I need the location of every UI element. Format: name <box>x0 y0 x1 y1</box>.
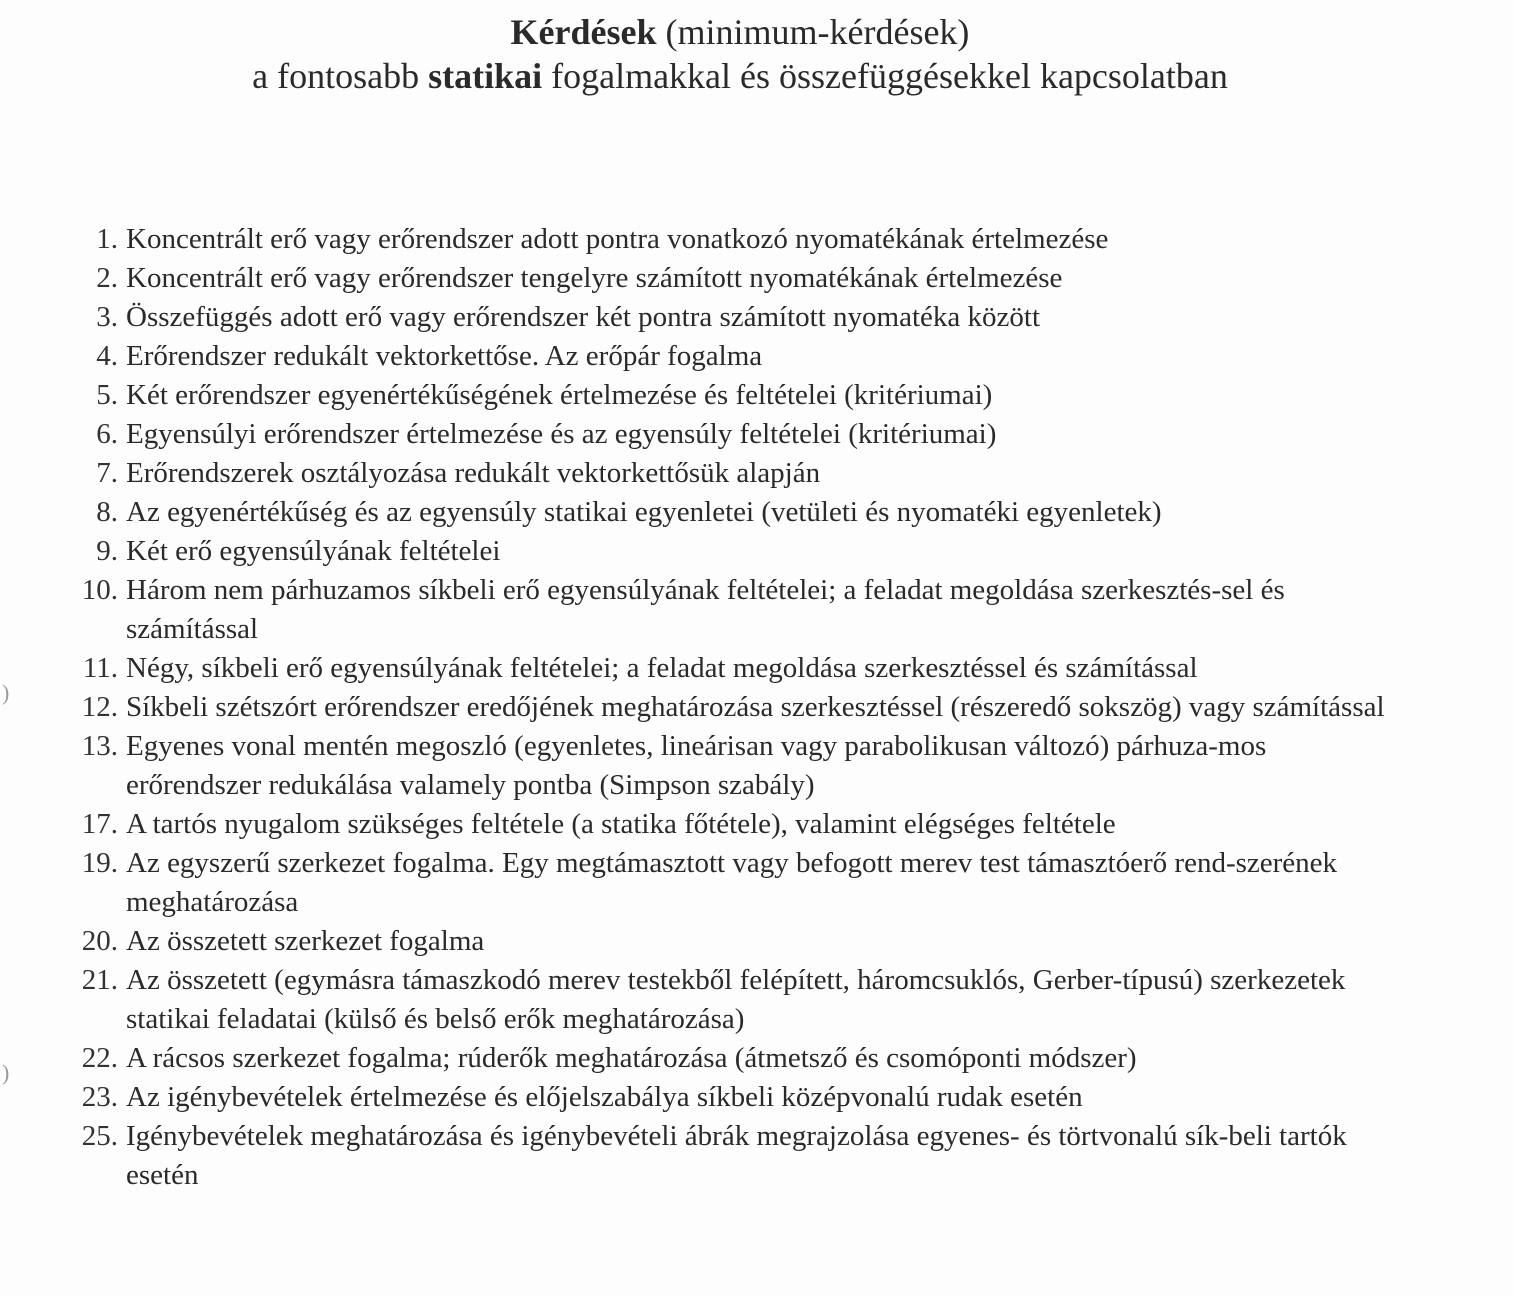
list-item <box>40 532 1440 571</box>
question-number: 20. <box>81 925 118 957</box>
question-text: Koncentrált erő vagy erőrendszer adott pontra vonatkozó nyomatékának értelmezése <box>126 223 1109 255</box>
question-number: 9. <box>96 535 118 567</box>
question-text: Síkbeli szétszórt erőrendszer eredőjének meghatározása szerkesztéssel (részeredő sokszög) vagy számítással <box>126 691 1385 723</box>
question-text: Az összetett szerkezet fogalma <box>126 925 485 957</box>
question-number: 6. <box>96 418 118 450</box>
scan-mark: ) <box>2 680 10 705</box>
question-number: 13. <box>81 730 118 762</box>
question-text: Erőrendszer redukált vektorkettőse. Az erőpár fogalma <box>126 340 763 372</box>
list-item <box>40 649 1440 688</box>
question-text: Összefüggés adott erő vagy erőrendszer két pontra számított nyomatéka között <box>126 301 1040 333</box>
list-item <box>40 298 1440 337</box>
question-number: 1. <box>96 223 118 255</box>
question-text: Négy, síkbeli erő egyensúlyának feltételei; a feladat megoldása szerkesztéssel és számítással <box>126 652 1198 684</box>
list-item <box>40 922 1440 961</box>
question-number: 12. <box>81 691 118 723</box>
question-number: 2. <box>96 262 118 294</box>
page-subtitle <box>0 54 1480 98</box>
question-text: Két erő egyensúlyának feltételei <box>126 535 501 567</box>
question-number: 3. <box>96 301 118 333</box>
question-number: 5. <box>96 379 118 411</box>
question-text: Három nem párhuzamos síkbeli erő egyensúlyának feltételei; a feladat megoldása szerkesztés-sel és számítással <box>126 574 1285 645</box>
list-item <box>40 727 1440 805</box>
subtitle-bold: statikai <box>428 56 543 96</box>
list-item <box>40 337 1440 376</box>
question-number: 25. <box>81 1120 118 1152</box>
question-text: Erőrendszerek osztályozása redukált vektorkettősük alapján <box>126 457 821 489</box>
list-item <box>40 415 1440 454</box>
question-text: Az összetett (egymásra támaszkodó merev testekből felépített, háromcsuklós, Gerber-típusú) szerkezetek statikai feladatai (külső és belső erők meghatározása) <box>126 964 1346 1035</box>
question-number: 10. <box>81 574 118 606</box>
question-number: 22. <box>81 1042 118 1074</box>
scan-mark: ) <box>2 1060 10 1085</box>
list-item <box>40 1039 1440 1078</box>
question-text: A tartós nyugalom szükséges feltétele (a statika főtétele), valamint elégséges feltétele <box>126 808 1116 840</box>
list-item <box>40 805 1440 844</box>
question-number: 19. <box>81 847 118 879</box>
list-item <box>40 961 1440 1039</box>
question-number: 11. <box>82 652 118 684</box>
question-text: Az egyszerű szerkezet fogalma. Egy megtámasztott vagy befogott merev test támasztóerő rend-szerének meghatározása <box>126 847 1338 918</box>
question-text: Két erőrendszer egyenértékűségének értelmezése és feltételei (kritériumai) <box>126 379 993 411</box>
question-text: A rácsos szerkezet fogalma; rúderők meghatározása (átmetsző és csomóponti módszer) <box>126 1042 1137 1074</box>
question-number: 8. <box>96 496 118 528</box>
question-number: 17. <box>81 808 118 840</box>
subtitle-pre: a fontosabb <box>252 56 420 96</box>
list-item <box>40 259 1440 298</box>
list-item <box>40 844 1440 922</box>
list-item <box>40 1117 1440 1195</box>
question-list <box>40 220 1440 1195</box>
list-item <box>40 493 1440 532</box>
list-item <box>40 376 1440 415</box>
list-item <box>40 454 1440 493</box>
question-number: 4. <box>96 340 118 372</box>
subtitle-post: fogalmakkal és összefüggésekkel kapcsolatban <box>551 56 1228 96</box>
list-item <box>40 688 1440 727</box>
list-item <box>40 571 1440 649</box>
question-text: Koncentrált erő vagy erőrendszer tengelyre számított nyomatékának értelmezése <box>126 262 1063 294</box>
title-rest: (minimum-kérdések) <box>665 12 970 52</box>
title-bold: Kérdések <box>510 12 657 52</box>
page-title <box>0 10 1480 54</box>
question-text: Az egyenértékűség és az egyensúly statikai egyenletei (vetületi és nyomatéki egyenletek) <box>126 496 1162 528</box>
question-text: Igénybevételek meghatározása és igénybevételi ábrák megrajzolása egyenes- és törtvonalú sík-beli tartók esetén <box>126 1120 1347 1191</box>
question-text: Az igénybevételek értelmezése és előjelszabálya síkbeli középvonalú rudak esetén <box>126 1081 1083 1113</box>
question-text: Egyensúlyi erőrendszer értelmezése és az egyensúly feltételei (kritériumai) <box>126 418 997 450</box>
question-text: Egyenes vonal mentén megoszló (egyenletes, lineárisan vagy parabolikusan változó) párhuza-mos erőrendszer redukálása valamely pontba (Simpson szabály) <box>126 730 1267 801</box>
list-item <box>40 220 1440 259</box>
question-number: 23. <box>81 1081 118 1113</box>
list-item <box>40 1078 1440 1117</box>
question-number: 7. <box>96 457 118 489</box>
question-number: 21. <box>81 964 118 996</box>
